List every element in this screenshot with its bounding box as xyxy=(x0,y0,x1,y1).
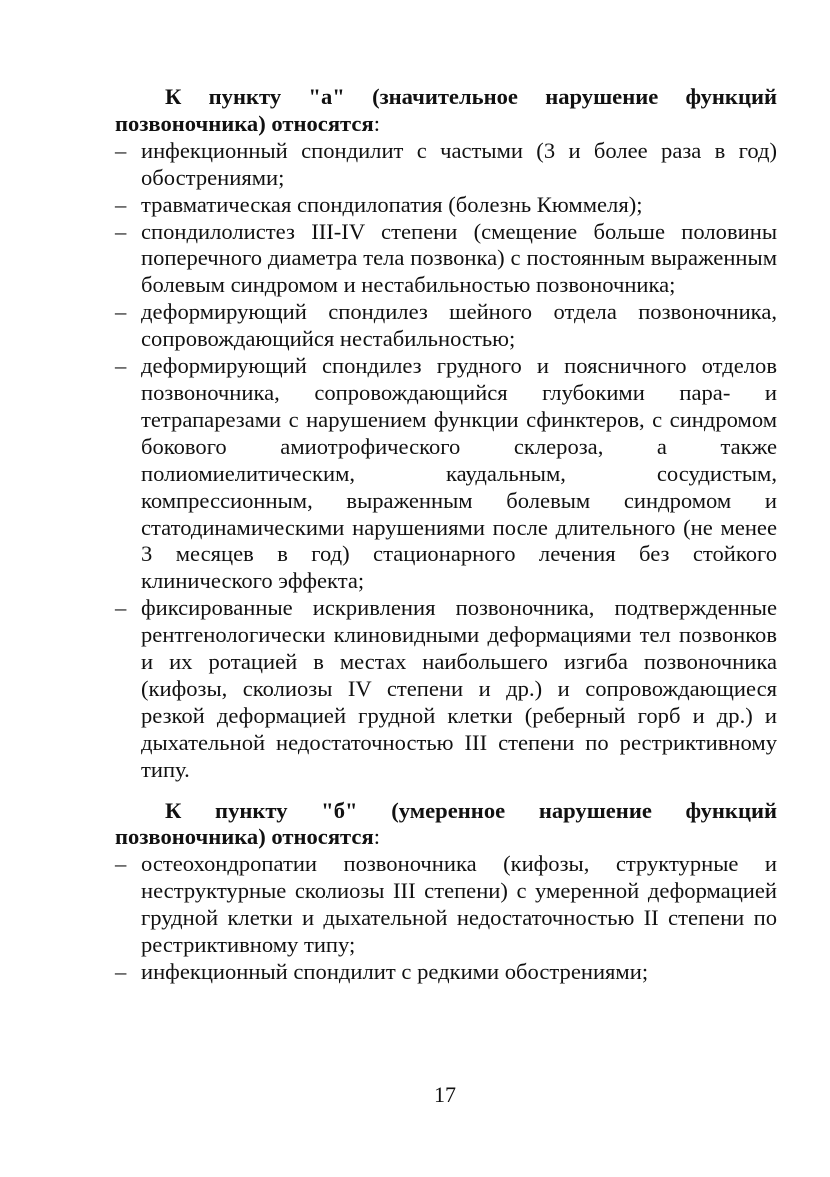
section-point-b xyxy=(115,798,777,986)
list-item xyxy=(115,959,777,986)
dash-bullet: – xyxy=(115,851,127,877)
criteria-list xyxy=(115,138,777,784)
document-page xyxy=(115,84,777,986)
section-heading-tail: : xyxy=(373,110,380,136)
list-item xyxy=(115,219,777,300)
list-item xyxy=(115,138,777,192)
list-item-text: фиксированные искривления позвоночника, подтвержденные рентгенологически клиновидными деформациями тел позвонков и их ротацией в местах наибольшего изгиба позвоночника (кифозы, сколиозы IV степени и др.) и сопровождающиеся резкой деформацией грудной клетки (реберный горб и др.) и дыхательной недостаточностью III степени по рестриктивному типу. xyxy=(141,595,777,782)
dash-bullet: – xyxy=(115,353,127,379)
section-heading-bold: К пункту "а" (значительное нарушение функций позвоночника) относятся xyxy=(115,84,777,136)
page-number: 17 xyxy=(434,1082,456,1107)
criteria-list xyxy=(115,851,777,986)
list-item xyxy=(115,353,777,595)
section-point-a xyxy=(115,84,777,784)
dash-bullet: – xyxy=(115,959,127,984)
list-item xyxy=(115,851,777,959)
section-heading xyxy=(115,84,777,138)
list-item-text: инфекционный спондилит с редкими обострениями; xyxy=(141,959,649,984)
section-heading-tail: : xyxy=(373,824,380,850)
list-item xyxy=(115,595,777,783)
list-item-text: деформирующий спондилез грудного и поясничного отделов позвоночника, сопровождающийся глубокими пара- и тетрапарезами с нарушением функции сфинктеров, с синдромом бокового амиотрофического склероза, а также полиомиелитическим, каудальным, сосудистым, компрессионным, выраженным болевым синдромом и статодинамическими нарушениями после длительного (не менее 3 месяцев в год) стационарного лечения без стойкого клинического эффекта; xyxy=(141,353,777,594)
dash-bullet: – xyxy=(115,218,127,244)
dash-bullet: – xyxy=(115,595,127,621)
list-item-text: спондилолистез III-IV степени (смещение больше половины поперечного диаметра тела позвонка) с постоянным выраженным болевым синдромом и нестабильностью позвоночника; xyxy=(141,218,777,298)
list-item-text: остеохондропатии позвоночника (кифозы, структурные и неструктурные сколиозы III степени) с умеренной деформацией грудной клетки и дыхательной недостаточностью II степени по рестриктивному типу; xyxy=(141,851,777,958)
list-item-text: травматическая спондилопатия (болезнь Кюммеля); xyxy=(141,191,643,217)
section-heading xyxy=(115,798,777,852)
list-item-text: инфекционный спондилит с частыми (3 и более раза в год) обострениями; xyxy=(141,137,777,190)
section-heading-bold: К пункту "б" (умеренное нарушение функций позвоночника) относятся xyxy=(115,797,777,850)
list-item-text: деформирующий спондилез шейного отдела позвоночника, сопровождающийся нестабильностью; xyxy=(141,299,777,352)
dash-bullet: – xyxy=(115,137,127,163)
dash-bullet: – xyxy=(115,191,127,217)
list-item xyxy=(115,192,777,219)
list-item xyxy=(115,299,777,353)
dash-bullet: – xyxy=(115,299,127,325)
